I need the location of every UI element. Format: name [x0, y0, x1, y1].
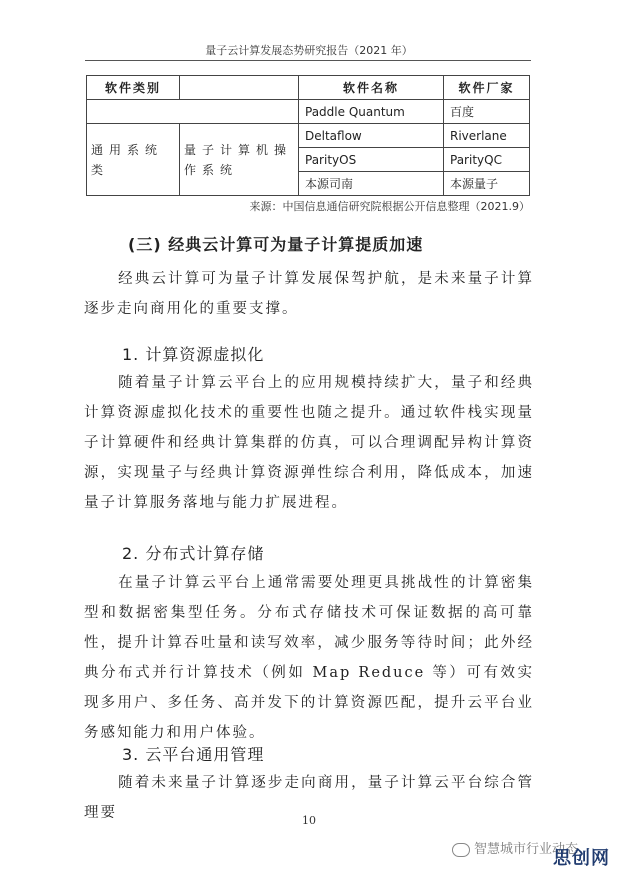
- table-header-category-spacer: [180, 76, 299, 100]
- table-cell-name: ParityOS: [299, 148, 444, 172]
- table-cell-name: Paddle Quantum: [299, 100, 444, 124]
- table-cell-vendor: ParityQC: [444, 148, 530, 172]
- table-header-vendor: 软件厂家: [444, 76, 530, 100]
- table-source-note: 来源：中国信息通信研究院根据公开信息整理（2021.9）: [249, 200, 530, 213]
- paragraph-cloud-management: 随着未来量子计算逐步走向商用，量子计算云平台综合管理要: [84, 775, 534, 821]
- paragraph-distributed-storage: 在量子计算云平台上通常需要处理更具挑战性的计算密集型和数据密集型任务。分布式存储技术可保证数据的高可靠性，提升计算吞吐量和读写效率，减少服务等待时间；此外经典分布式并行计算技术（例如 Map Reduce 等）可有效实现多用户、多任务、高并发下的计算资源匹配，提升云平台业务感知能力和用户体验。: [84, 575, 534, 741]
- wechat-icon: [452, 843, 470, 857]
- table-cell-vendor: 本源量子: [444, 172, 530, 196]
- table-row: [87, 100, 530, 124]
- subsection-heading-1: 1. 计算资源虚拟化: [122, 345, 265, 364]
- table-header-row: [87, 76, 530, 100]
- table-cell-name: Deltaflow: [299, 124, 444, 148]
- table-cell-name: 本源司南: [299, 172, 444, 196]
- paragraph-intro: 经典云计算可为量子计算发展保驾护航，是未来量子计算逐步走向商用化的重要支撑。: [84, 271, 534, 317]
- table-cell-subcategory: 量子计算机操作系统: [180, 124, 299, 196]
- section-heading: (三) 经典云计算可为量子计算提质加速: [128, 235, 424, 254]
- brand-logo: 思创网: [553, 848, 610, 869]
- table-cell-category: 通用系统类: [87, 124, 180, 196]
- page-number: 10: [302, 814, 316, 827]
- table-cell-vendor: 百度: [444, 100, 530, 124]
- header-rule: [85, 60, 531, 61]
- table-header-name: 软件名称: [299, 76, 444, 100]
- table-header-category: 软件类别: [87, 76, 180, 100]
- table-cell-vendor: Riverlane: [444, 124, 530, 148]
- software-table: [86, 75, 530, 196]
- running-header: 量子云计算发展态势研究报告（2021 年）: [205, 44, 413, 57]
- table-row: [87, 124, 530, 148]
- table-cell-empty: [87, 100, 299, 124]
- subsection-heading-2: 2. 分布式计算存储: [122, 544, 265, 563]
- paragraph-virtualization: 随着量子计算云平台上的应用规模持续扩大，量子和经典计算资源虚拟化技术的重要性也随之提升。通过软件栈实现量子计算硬件和经典计算集群的仿真，可以合理调配异构计算资源，实现量子与经典计算资源弹性综合利用，降低成本，加速量子计算服务落地与能力扩展进程。: [84, 375, 534, 511]
- watermark: 智慧城市行业动态: [452, 838, 578, 857]
- subsection-heading-3: 3. 云平台通用管理: [122, 745, 265, 764]
